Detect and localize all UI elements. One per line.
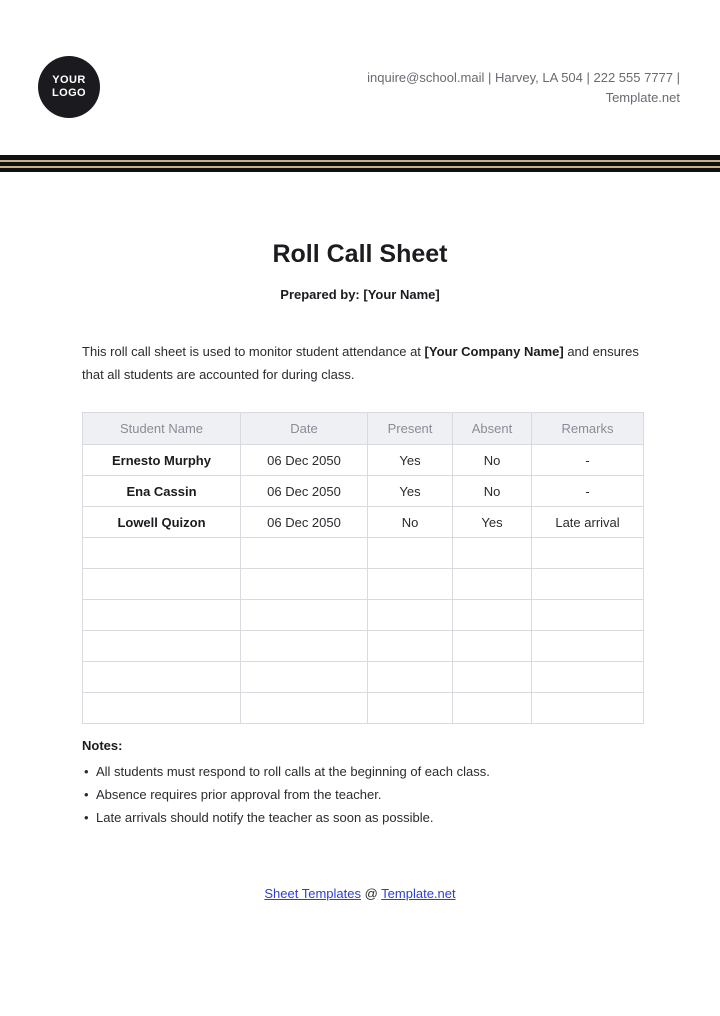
student-name-cell — [83, 693, 241, 724]
date-cell — [241, 600, 368, 631]
student-name-cell — [83, 569, 241, 600]
table-row — [83, 662, 644, 693]
student-name-cell — [83, 538, 241, 569]
present-cell — [368, 569, 453, 600]
intro-paragraph — [82, 340, 652, 386]
template-net-link[interactable]: Template.net — [381, 886, 456, 901]
present-cell — [368, 600, 453, 631]
note-item: • Late arrivals should notify the teacher as soon as possible. — [82, 806, 490, 829]
header-student-name: Student Name — [83, 413, 241, 445]
footer — [0, 886, 720, 901]
remarks-cell — [532, 569, 644, 600]
contact-info — [300, 68, 680, 108]
date-cell — [241, 693, 368, 724]
company-logo — [38, 56, 100, 118]
remarks-cell — [532, 693, 644, 724]
present-cell: Yes — [368, 476, 453, 507]
notes-list — [82, 760, 490, 829]
remarks-cell — [532, 600, 644, 631]
note-item: • Absence requires prior approval from the teacher. — [82, 783, 490, 806]
sheet-templates-link[interactable]: Sheet Templates — [264, 886, 361, 901]
student-name-cell: Ena Cassin — [83, 476, 241, 507]
absent-cell — [453, 600, 532, 631]
remarks-cell: - — [532, 445, 644, 476]
intro-prefix: This roll call sheet is used to monitor student attendance at — [82, 344, 425, 359]
remarks-cell — [532, 538, 644, 569]
header-absent: Absent — [453, 413, 532, 445]
table-row — [83, 631, 644, 662]
date-cell: 06 Dec 2050 — [241, 507, 368, 538]
student-name-cell — [83, 600, 241, 631]
date-cell — [241, 569, 368, 600]
absent-cell: No — [453, 445, 532, 476]
remarks-cell: Late arrival — [532, 507, 644, 538]
date-cell — [241, 662, 368, 693]
table-row — [83, 507, 644, 538]
intro-company-name: [Your Company Name] — [424, 344, 564, 359]
footer-separator: @ — [360, 886, 382, 901]
document-title: Roll Call Sheet — [272, 240, 448, 268]
absent-cell — [453, 538, 532, 569]
header-remarks: Remarks — [532, 413, 644, 445]
table-header-row — [83, 413, 644, 445]
present-cell — [368, 538, 453, 569]
date-cell — [241, 538, 368, 569]
table-row — [83, 476, 644, 507]
remarks-cell — [532, 662, 644, 693]
roll-call-table — [82, 412, 644, 724]
absent-cell: No — [453, 476, 532, 507]
student-name-cell: Ernesto Murphy — [83, 445, 241, 476]
logo-line-2: LOGO — [52, 87, 86, 99]
absent-cell: Yes — [453, 507, 532, 538]
header-present: Present — [368, 413, 453, 445]
present-cell — [368, 693, 453, 724]
table-row — [83, 538, 644, 569]
present-cell: Yes — [368, 445, 453, 476]
absent-cell — [453, 662, 532, 693]
notes-title: Notes: — [82, 738, 123, 753]
absent-cell — [453, 693, 532, 724]
present-cell — [368, 662, 453, 693]
intro-suffix: and ensures that all students are accounted for during class. — [82, 344, 639, 382]
contact-line-2: Template.net — [605, 90, 680, 105]
note-item: • All students must respond to roll calls at the beginning of each class. — [82, 760, 490, 783]
prepared-by: Prepared by: [Your Name] — [280, 287, 440, 302]
remarks-cell — [532, 631, 644, 662]
table-row — [83, 693, 644, 724]
date-cell — [241, 631, 368, 662]
present-cell: No — [368, 507, 453, 538]
absent-cell — [453, 631, 532, 662]
remarks-cell: - — [532, 476, 644, 507]
student-name-cell — [83, 662, 241, 693]
date-cell: 06 Dec 2050 — [241, 476, 368, 507]
header-date: Date — [241, 413, 368, 445]
table-row — [83, 600, 644, 631]
table-row — [83, 569, 644, 600]
student-name-cell — [83, 631, 241, 662]
present-cell — [368, 631, 453, 662]
header-divider-band — [0, 168, 720, 172]
table-row — [83, 445, 644, 476]
student-name-cell: Lowell Quizon — [83, 507, 241, 538]
absent-cell — [453, 569, 532, 600]
date-cell: 06 Dec 2050 — [241, 445, 368, 476]
logo-line-1: YOUR — [52, 74, 86, 86]
contact-line-1: inquire@school.mail | Harvey, LA 504 | 222 555 7777 | — [367, 70, 680, 85]
